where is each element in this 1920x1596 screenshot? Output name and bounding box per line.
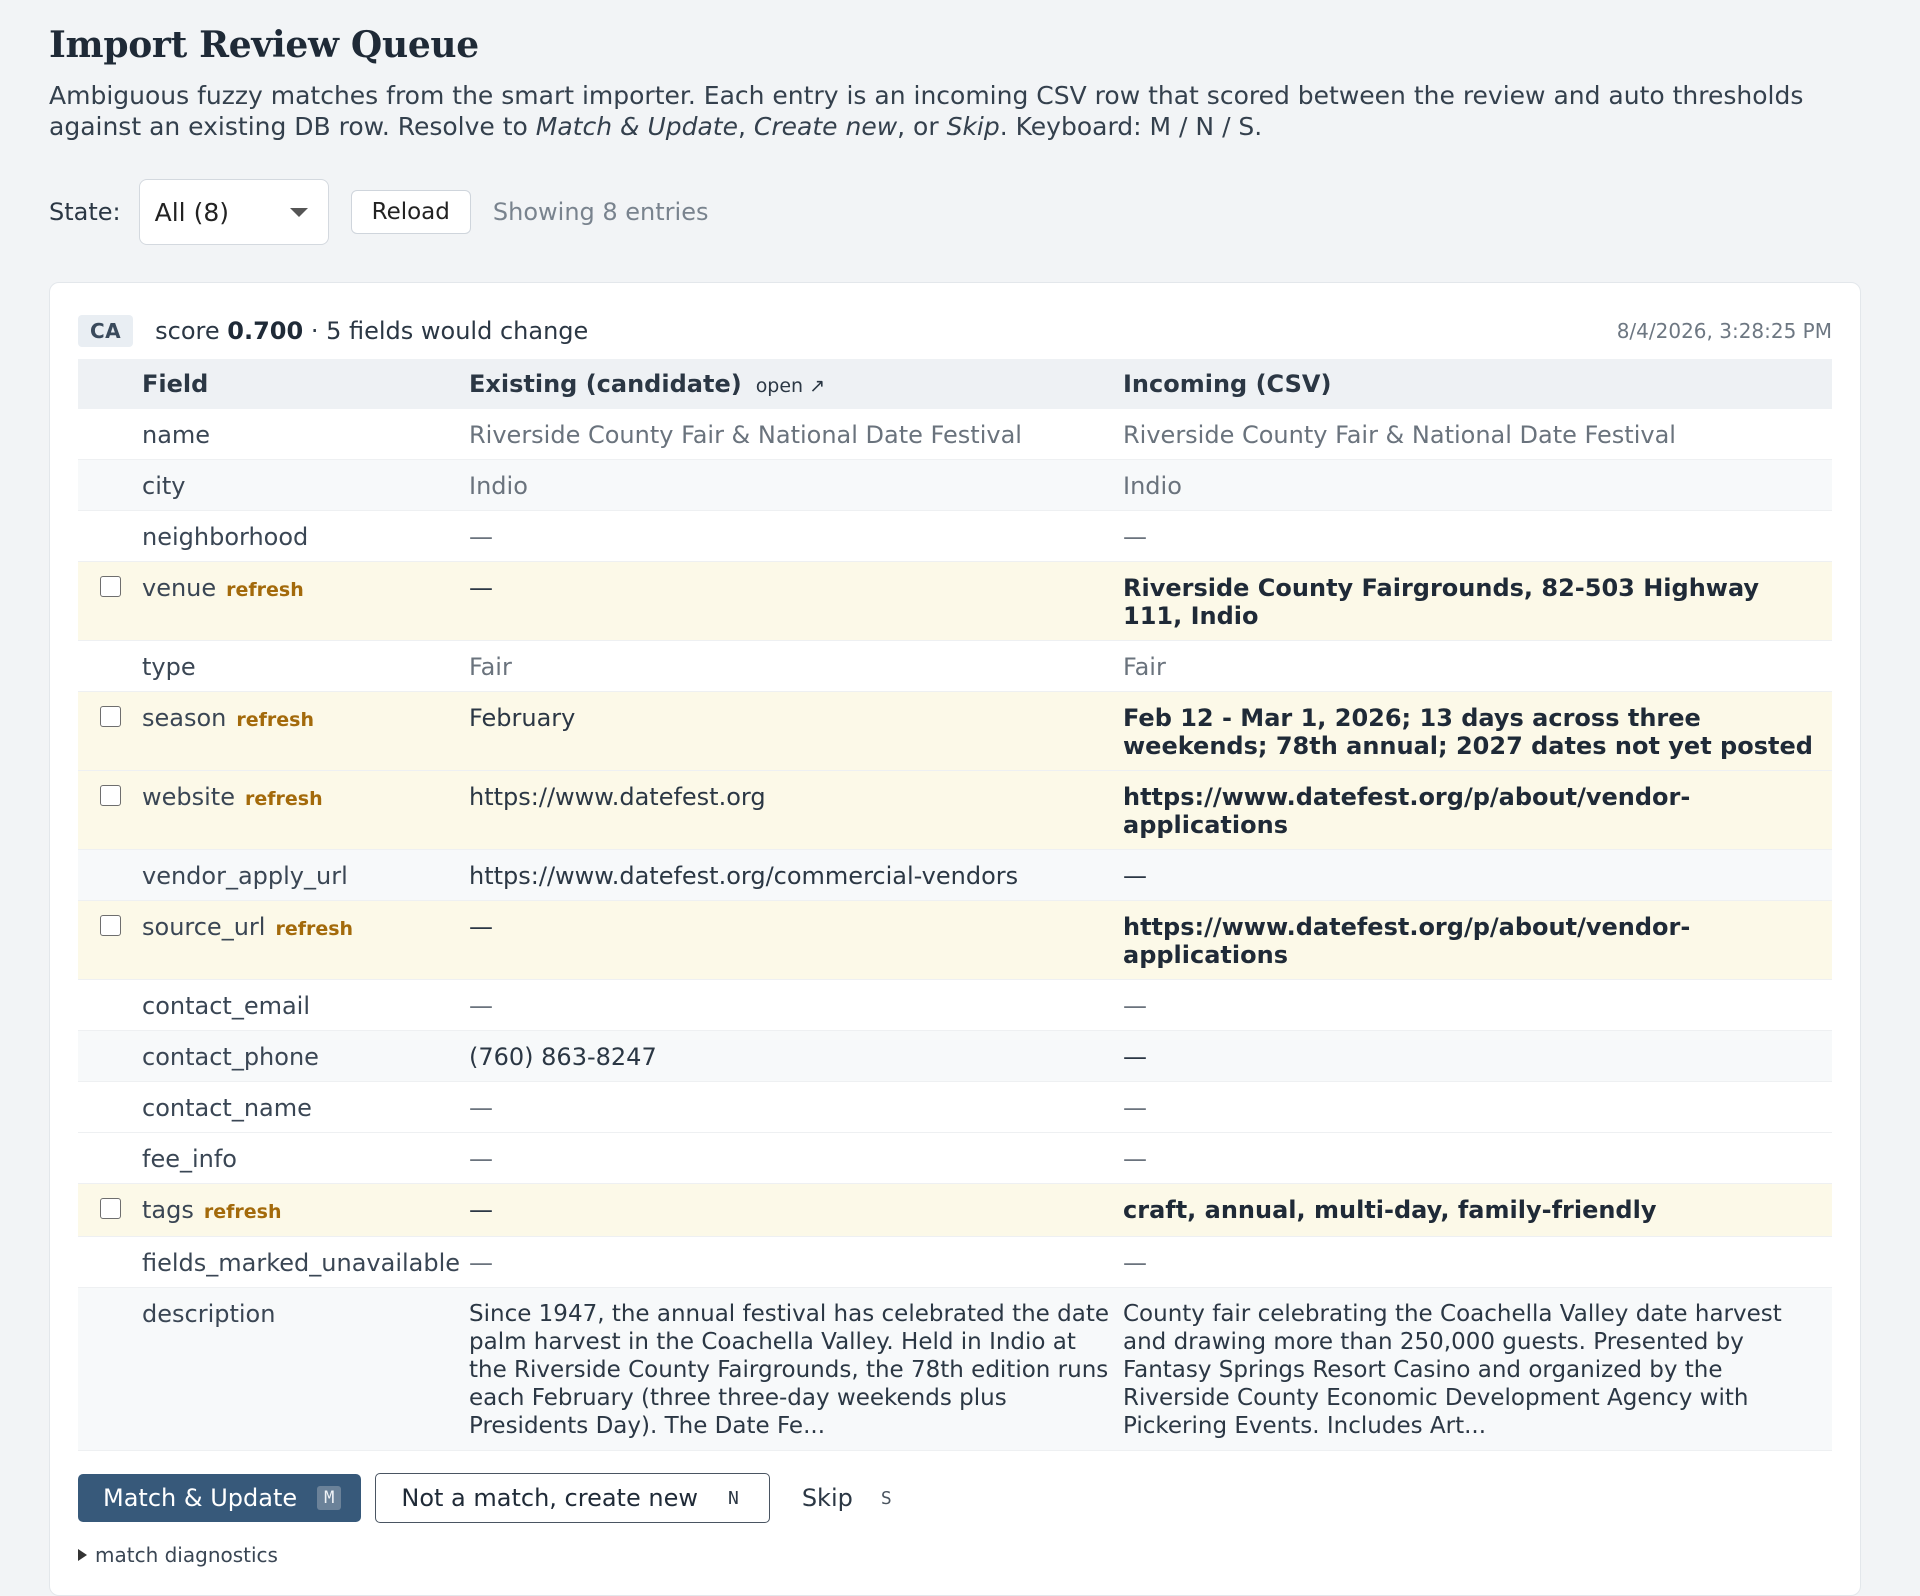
incoming-value: —	[1123, 850, 1832, 901]
disclosure-triangle-icon	[78, 1549, 87, 1561]
refresh-tag: refresh	[236, 709, 314, 731]
entry-timestamp: 8/4/2026, 3:28:25 PM	[1616, 319, 1832, 343]
existing-value: (760) 863-8247	[469, 1031, 1123, 1082]
field-name: neighborhood	[142, 511, 469, 562]
existing-value: —	[469, 511, 1123, 562]
incoming-value: —	[1123, 1237, 1832, 1288]
table-row	[78, 1237, 1832, 1288]
refresh-tag: refresh	[226, 579, 304, 601]
score-summary: score 0.700 · 5 fields would change	[155, 317, 589, 345]
apply-checkbox[interactable]	[100, 1198, 121, 1219]
refresh-tag: refresh	[244, 788, 323, 810]
table-row-changed	[78, 1184, 1832, 1237]
apply-checkbox[interactable]	[100, 576, 121, 597]
existing-value: Indio	[469, 460, 1123, 511]
table-row-changed	[78, 562, 1832, 641]
table-row-changed	[78, 901, 1832, 980]
entry-header	[78, 313, 1832, 349]
field-name: contact_email	[142, 980, 469, 1031]
field-name: contact_name	[142, 1082, 469, 1133]
create-new-button[interactable]: Not a match, create new N	[375, 1473, 769, 1523]
existing-value: —	[469, 562, 1123, 641]
existing-value: Since 1947, the annual festival has celebrated the date palm harvest in the Coachella Valley. Held in Indio at the Riverside County Fairgrounds, the 78th edition runs each February (three three-day weekends plus Presidents Day). The Date Fe...	[469, 1288, 1123, 1451]
incoming-value: https://www.datefest.org/p/about/vendor-applications	[1123, 901, 1832, 980]
refresh-tag: refresh	[203, 1201, 282, 1223]
apply-checkbox[interactable]	[100, 706, 121, 727]
review-entry-card	[49, 282, 1861, 1596]
shortcut-key: M	[317, 1486, 341, 1510]
checkbox-column-header	[78, 359, 142, 409]
skip-button[interactable]: Skip S	[796, 1484, 898, 1512]
field-column-header: Field	[142, 359, 469, 409]
match-update-button[interactable]: Match & Update M	[78, 1474, 361, 1522]
field-name: website	[142, 783, 235, 811]
entry-count: Showing 8 entries	[492, 198, 709, 226]
diagnostics-label: match diagnostics	[95, 1543, 278, 1567]
resolve-actions	[78, 1473, 1832, 1523]
open-candidate-link[interactable]: open ↗	[755, 375, 826, 397]
existing-value: February	[469, 692, 1123, 771]
incoming-value: Indio	[1123, 460, 1832, 511]
shortcut-key: S	[880, 1487, 892, 1509]
state-select[interactable]	[139, 179, 329, 245]
field-name: contact_phone	[142, 1031, 469, 1082]
table-row-changed	[78, 692, 1832, 771]
existing-value: —	[469, 1184, 1123, 1237]
field-name: city	[142, 460, 469, 511]
incoming-value: Riverside County Fair & National Date Festival	[1123, 409, 1832, 460]
field-name: name	[142, 409, 469, 460]
existing-value: —	[469, 980, 1123, 1031]
state-label: State:	[49, 198, 121, 226]
incoming-value: —	[1123, 1133, 1832, 1184]
table-row	[78, 511, 1832, 562]
page-intro: Ambiguous fuzzy matches from the smart importer. Each entry is an incoming CSV row that scored between the review and auto thresholds against an existing DB row. Resolve to Match & Update, Create new, or Skip. Keyboard: M / N / S.	[49, 81, 1804, 141]
incoming-value: —	[1123, 1082, 1832, 1133]
reload-button[interactable]: Reload	[351, 190, 471, 234]
existing-value: https://www.datefest.org/commercial-vendors	[469, 850, 1123, 901]
table-row	[78, 1288, 1832, 1451]
existing-value: —	[469, 901, 1123, 980]
field-name: tags	[142, 1196, 194, 1224]
table-header-row	[78, 359, 1832, 409]
field-name: fee_info	[142, 1133, 469, 1184]
incoming-value: craft, annual, multi-day, family-friendly	[1123, 1184, 1832, 1237]
incoming-value: Feb 12 - Mar 1, 2026; 13 days across three weekends; 78th annual; 2027 dates not yet posted	[1123, 692, 1832, 771]
incoming-value: Fair	[1123, 641, 1832, 692]
table-row	[78, 980, 1832, 1031]
match-diagnostics-toggle[interactable]	[78, 1543, 1832, 1567]
existing-value: https://www.datefest.org	[469, 771, 1123, 850]
field-name: description	[142, 1288, 469, 1451]
table-row	[78, 1031, 1832, 1082]
incoming-value: —	[1123, 1031, 1832, 1082]
incoming-value: —	[1123, 511, 1832, 562]
table-row	[78, 409, 1832, 460]
table-row	[78, 460, 1832, 511]
apply-checkbox[interactable]	[100, 785, 121, 806]
field-name: vendor_apply_url	[142, 850, 469, 901]
incoming-value: —	[1123, 980, 1832, 1031]
state-select-value: All (8)	[154, 197, 229, 227]
existing-value: —	[469, 1237, 1123, 1288]
state-badge: CA	[78, 315, 133, 347]
existing-value: Fair	[469, 641, 1123, 692]
filter-controls	[49, 178, 1871, 246]
shortcut-key: N	[727, 1487, 739, 1509]
incoming-value: https://www.datefest.org/p/about/vendor-applications	[1123, 771, 1832, 850]
field-name: venue	[142, 574, 217, 602]
table-row	[78, 1082, 1832, 1133]
table-row-changed	[78, 771, 1832, 850]
field-name: season	[142, 704, 227, 732]
incoming-column-header: Incoming (CSV)	[1123, 359, 1832, 409]
existing-column-header: Existing (candidate) open ↗	[469, 359, 1123, 409]
existing-value: —	[469, 1082, 1123, 1133]
table-row	[78, 1133, 1832, 1184]
field-comparison-table	[78, 359, 1832, 1451]
chevron-down-icon	[290, 208, 308, 217]
page-title: Import Review Queue	[49, 24, 479, 66]
apply-checkbox[interactable]	[100, 915, 121, 936]
refresh-tag: refresh	[275, 918, 354, 940]
existing-value: Riverside County Fair & National Date Festival	[469, 409, 1123, 460]
table-row	[78, 850, 1832, 901]
table-row	[78, 641, 1832, 692]
incoming-value: County fair celebrating the Coachella Valley date harvest and drawing more than 250,000 guests. Presented by Fantasy Springs Resort Casino and organized by the Riverside County Economic Development Agency with Pickering Events. Includes Art...	[1123, 1288, 1832, 1451]
field-name: fields_marked_unavailable	[142, 1237, 469, 1288]
incoming-value: Riverside County Fairgrounds, 82-503 Highway 111, Indio	[1123, 562, 1832, 641]
field-name: source_url	[142, 913, 266, 941]
score-value: 0.700	[227, 317, 304, 345]
field-name: type	[142, 641, 469, 692]
existing-value: —	[469, 1133, 1123, 1184]
